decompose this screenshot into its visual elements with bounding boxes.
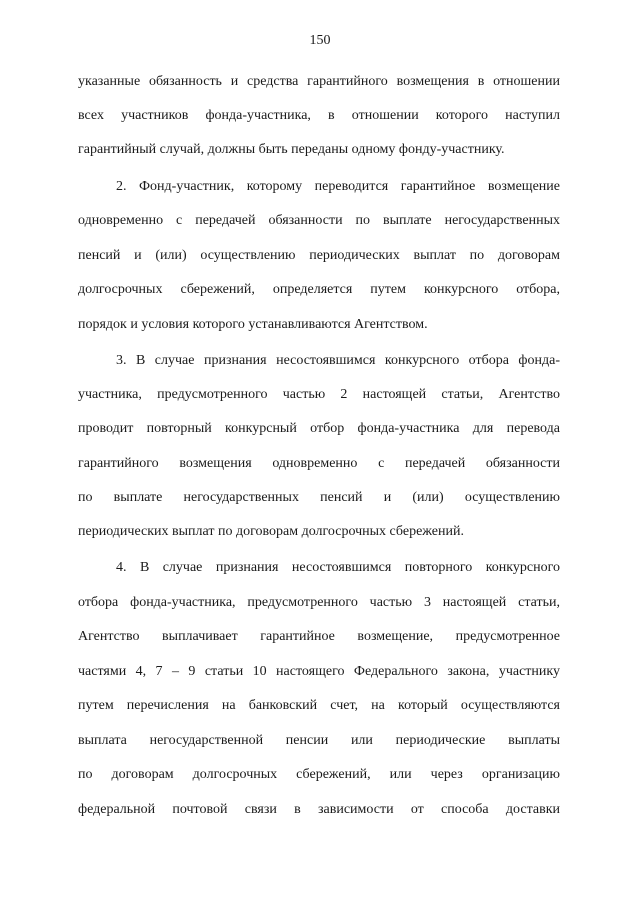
text-line: пенсий и (или) осуществлению периодических выплат по договорам	[78, 248, 560, 263]
text-line: периодических выплат по договорам долгосрочных сбережений.	[78, 524, 464, 539]
page-number: 150	[309, 33, 331, 48]
text-line: частями 4, 7 – 9 статьи 10 настоящего Федерального закона, участнику	[78, 664, 560, 679]
text-line: долгосрочных сбережений, определяется путем конкурсного отбора,	[78, 282, 560, 297]
text-line: 3. В случае признания несостоявшимся конкурсного отбора фонда-	[116, 353, 560, 368]
text-line: путем перечисления на банковский счет, на который осуществляются	[78, 698, 560, 713]
text-line: всех участников фонда-участника, в отношении которого наступил	[78, 108, 560, 123]
text-line: участника, предусмотренного частью 2 настоящей статьи, Агентство	[78, 387, 560, 402]
text-line: порядок и условия которого устанавливаются Агентством.	[78, 317, 428, 332]
text-line: указанные обязанность и средства гарантийного возмещения в отношении	[78, 74, 560, 89]
text-line: проводит повторный конкурсный отбор фонда-участника для перевода	[78, 421, 560, 436]
text-line: по договорам долгосрочных сбережений, или через организацию	[78, 767, 560, 782]
text-line: одновременно с передачей обязанности по выплате негосударственных	[78, 213, 560, 228]
text-line: по выплате негосударственных пенсий и (или) осуществлению	[78, 490, 560, 505]
text-line: гарантийный случай, должны быть переданы одному фонду-участнику.	[78, 142, 505, 157]
text-line: отбора фонда-участника, предусмотренного частью 3 настоящей статьи,	[78, 595, 560, 610]
text-line: 2. Фонд-участник, которому переводится гарантийное возмещение	[116, 179, 560, 194]
text-line: федеральной почтовой связи в зависимости от способа доставки	[78, 802, 560, 817]
text-line: выплата негосударственной пенсии или периодические выплаты	[78, 733, 560, 748]
text-line: Агентство выплачивает гарантийное возмещение, предусмотренное	[78, 629, 560, 644]
text-line: гарантийного возмещения одновременно с передачей обязанности	[78, 456, 560, 471]
text-line: 4. В случае признания несостоявшимся повторного конкурсного	[116, 560, 560, 575]
